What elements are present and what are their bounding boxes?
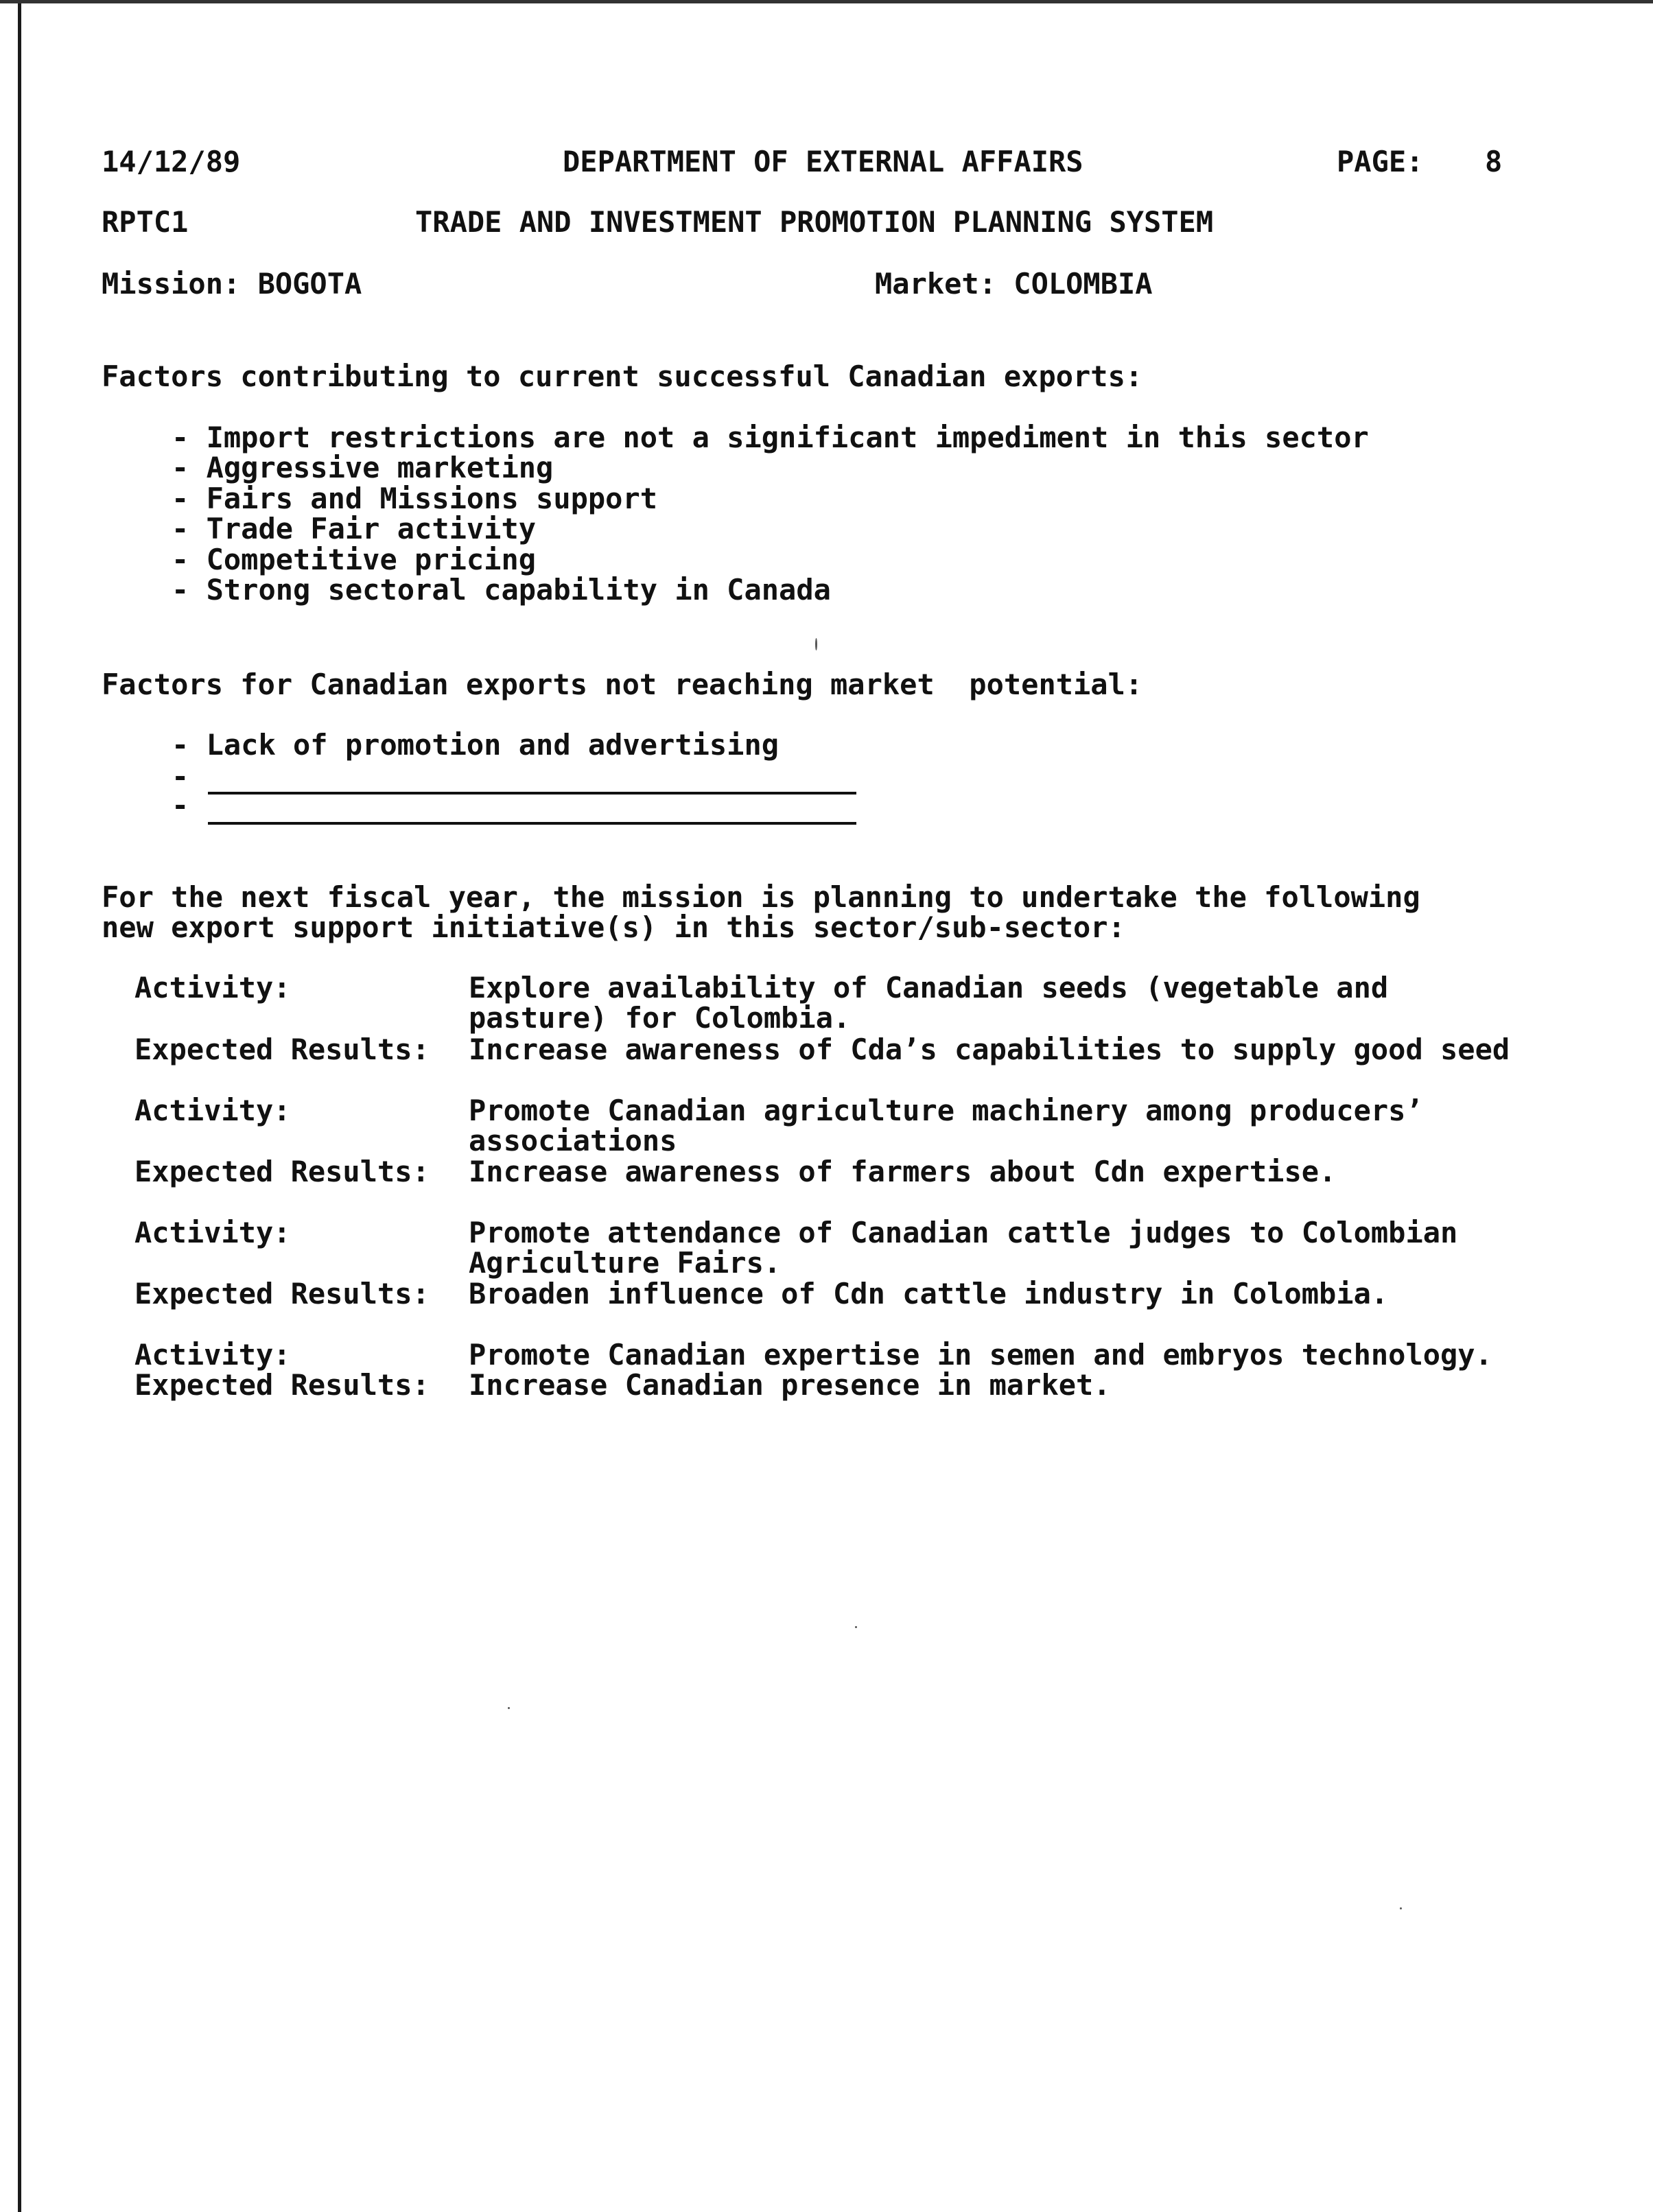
page-edge-top [0, 0, 1653, 3]
list-item: - Aggressive marketing [172, 451, 554, 484]
activity-text: Promote Canadian agriculture machinery among producers’ associations [469, 1094, 1423, 1157]
list-dash: - [172, 728, 189, 762]
results-text: Increase awareness of Cda’s capabilities to supply good seed [469, 1033, 1510, 1066]
page-edge-left [18, 0, 21, 2212]
system-title: TRADE AND INVESTMENT PROMOTION PLANNING SYSTEM [415, 205, 1214, 239]
list-item: - Strong sectoral capability in Canada [172, 573, 831, 607]
list-item: - Import restrictions are not a significant impediment in this sector [172, 421, 1369, 454]
blank-item-line [208, 792, 856, 795]
list-item: - Fairs and Missions support [172, 482, 658, 515]
initiatives-intro-line: new export support initiative(s) in this sector/sub-sector: [102, 910, 1125, 944]
activity-label: Activity: [134, 1338, 291, 1372]
activity-label: Activity: [134, 1094, 291, 1127]
activity-text: Promote attendance of Canadian cattle judges to Colombian Agriculture Fairs. [469, 1216, 1458, 1280]
results-label: Expected Results: [134, 1033, 430, 1066]
blank-item-line [208, 822, 856, 825]
results-text: Broaden influence of Cdn cattle industry in Colombia. [469, 1277, 1389, 1310]
blank-item-dash: - [172, 788, 189, 822]
results-label: Expected Results: [134, 1368, 430, 1402]
report-code: RPTC1 [102, 205, 189, 239]
activity-text: Promote Canadian expertise in semen and embryos technology. [469, 1338, 1492, 1372]
market-field: Market: COLOMBIA [875, 267, 1153, 301]
list-dash: - [172, 482, 189, 515]
scan-speck [1400, 1907, 1402, 1909]
page-label: PAGE: [1337, 145, 1424, 178]
scan-speck [508, 1707, 510, 1709]
results-text: Increase awareness of farmers about Cdn expertise. [469, 1155, 1337, 1188]
list-dash: - [172, 573, 189, 607]
report-date: 14/12/89 [102, 145, 241, 178]
initiatives-intro-line: For the next fiscal year, the mission is planning to undertake the following [102, 880, 1420, 914]
blank-item-dash: - [172, 760, 189, 793]
scan-speck [855, 1626, 857, 1628]
limiting-factors-heading: Factors for Canadian exports not reaching market potential: [102, 668, 1143, 701]
activity-text: Explore availability of Canadian seeds (vegetable and pasture) for Colombia. [469, 971, 1389, 1035]
page-number: 8 [1485, 145, 1503, 178]
list-dash: - [172, 451, 189, 484]
list-item: - Competitive pricing [172, 543, 537, 576]
results-text: Increase Canadian presence in market. [469, 1368, 1111, 1402]
list-dash: - [172, 512, 189, 545]
results-label: Expected Results: [134, 1155, 430, 1188]
scan-speck [815, 638, 817, 650]
list-dash: - [172, 421, 189, 454]
list-dash: - [172, 543, 189, 576]
successful-factors-heading: Factors contributing to current successful Canadian exports: [102, 360, 1143, 393]
list-item: - Lack of promotion and advertising [172, 728, 779, 762]
department-title: DEPARTMENT OF EXTERNAL AFFAIRS [563, 145, 1083, 178]
activity-label: Activity: [134, 1216, 291, 1249]
list-item: - Trade Fair activity [172, 512, 537, 545]
results-label: Expected Results: [134, 1277, 430, 1310]
activity-label: Activity: [134, 971, 291, 1004]
mission-field: Mission: BOGOTA [102, 267, 362, 301]
